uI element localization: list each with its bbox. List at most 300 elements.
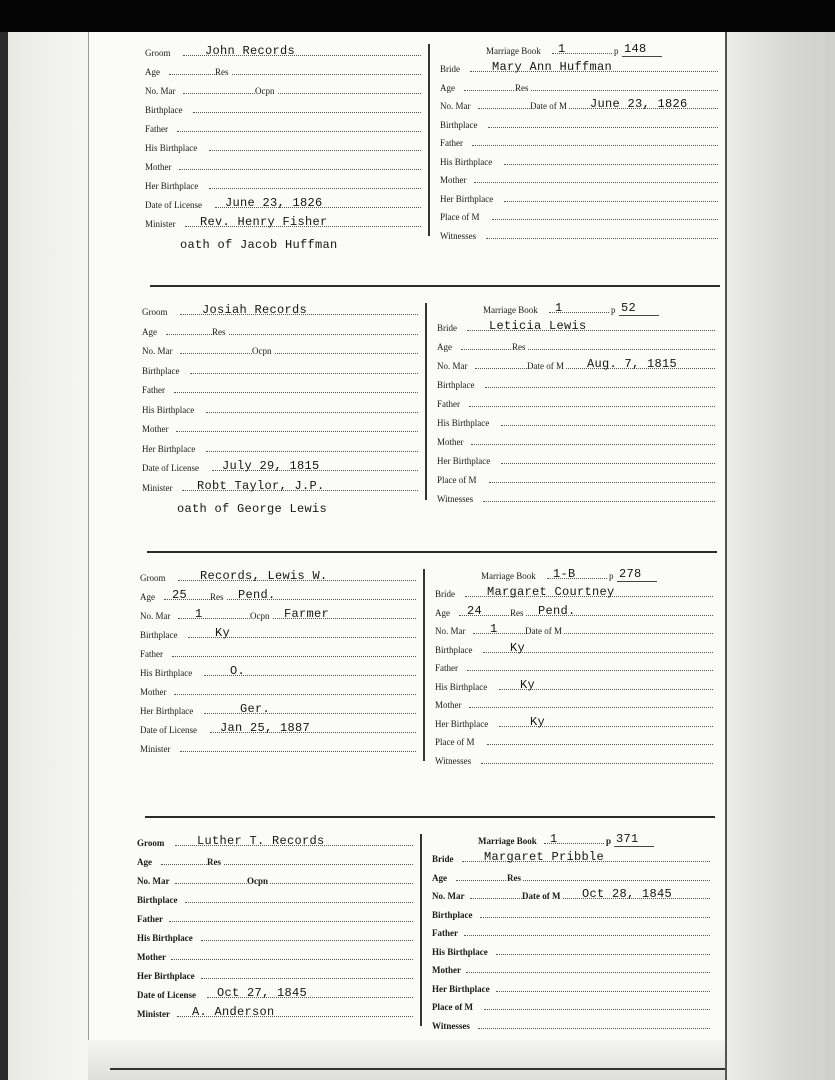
label-minister: Minister — [142, 482, 173, 493]
label-his-birthplace: His Birthplace — [137, 933, 193, 943]
value-res: Pend. — [238, 588, 276, 602]
label-no-mar: No. Mar — [432, 891, 465, 901]
field-no-mar — [145, 80, 423, 98]
card-separator — [150, 285, 720, 287]
field-bride-her-birthplace — [435, 713, 715, 731]
label-date-of-m: Date of M — [527, 361, 564, 371]
scan-left-edge — [0, 32, 8, 1080]
label-place-of-m: Place of M — [432, 1002, 473, 1012]
label-res: Res — [207, 857, 221, 867]
oath-note: oath of George Lewis — [177, 502, 328, 516]
label-father: Father — [140, 649, 163, 659]
field-rule — [177, 131, 421, 132]
field-bride-birthplace — [437, 374, 717, 392]
field-rule — [183, 93, 421, 94]
field-age — [140, 586, 418, 604]
label-her-birthplace: Her Birthplace — [432, 983, 490, 994]
field-rule — [164, 599, 416, 600]
field-bride-no-mar — [435, 620, 715, 638]
field-bride-father — [432, 922, 712, 940]
value-book: 1 — [550, 832, 558, 846]
field-rule — [464, 935, 710, 936]
label-res: Res — [212, 326, 226, 337]
value-groom: Josiah Records — [202, 303, 308, 317]
value-groom: Luther T. Records — [197, 834, 325, 848]
scan-right-margin — [725, 32, 835, 1080]
value-date-of-license: Oct 27, 1845 — [217, 986, 308, 1000]
label-place-of-m: Place of M — [440, 212, 480, 222]
field-mother — [145, 156, 423, 174]
value-minister: Robt Taylor, J.P. — [197, 478, 325, 493]
label-res: Res — [515, 82, 529, 93]
field-rule — [461, 349, 715, 350]
field-rule — [466, 972, 710, 973]
field-rule — [467, 670, 713, 671]
field-date-of-license — [142, 457, 420, 475]
field-rule — [484, 1009, 710, 1010]
field-rule — [169, 74, 421, 75]
field-rule — [501, 463, 715, 464]
label-father: Father — [142, 385, 165, 395]
field-bride — [435, 583, 715, 601]
value-bride: Mary Ann Huffman — [492, 60, 613, 74]
field-bride-mother — [432, 959, 712, 977]
value-birthplace: Ky — [215, 626, 231, 640]
field-birthplace — [142, 360, 420, 378]
field-rule — [617, 581, 657, 582]
field-rule — [464, 90, 718, 91]
label-page: p — [606, 836, 612, 846]
field-date-of-license — [140, 719, 418, 737]
label-age: Age — [142, 326, 157, 337]
label-mother: Mother — [137, 952, 166, 962]
value-her-birthplace: Ger. — [240, 702, 271, 716]
value-minister: A. Anderson — [192, 1005, 275, 1019]
field-witnesses — [437, 488, 717, 506]
label-no-mar: No. Mar — [440, 101, 471, 111]
field-bride-father — [435, 657, 715, 675]
card-separator — [147, 551, 717, 553]
value-page: 52 — [621, 301, 637, 315]
label-date-of-m: Date of M — [530, 101, 567, 111]
field-bride-age — [432, 867, 712, 885]
label-page: p — [614, 46, 619, 56]
field-bride-age — [440, 77, 720, 95]
field-rule — [193, 112, 421, 113]
field-rule — [478, 1028, 710, 1029]
scan-bottom-margin — [88, 1040, 725, 1080]
field-his-birthplace — [137, 927, 415, 945]
label-res: Res — [512, 342, 526, 352]
label-his-birthplace: His Birthplace — [435, 681, 488, 692]
field-rule — [206, 412, 418, 413]
value-date-of-m: Aug. 7, 1815 — [587, 357, 678, 371]
value-groom: Records, Lewis W. — [200, 569, 328, 583]
label-her-birthplace: Her Birthplace — [140, 706, 194, 716]
field-minister — [137, 1003, 415, 1021]
value-page: 148 — [624, 42, 647, 56]
label-date-of-m: Date of M — [522, 891, 561, 901]
field-rule — [487, 744, 713, 745]
field-birthplace — [140, 624, 418, 642]
field-rule — [459, 615, 713, 616]
value-ocpn: Farmer — [284, 607, 330, 621]
label-her-birthplace: Her Birthplace — [437, 456, 491, 466]
label-father: Father — [432, 928, 458, 938]
field-bride-his-birthplace — [432, 941, 712, 959]
field-his-birthplace — [140, 662, 418, 680]
marriage-book-ref — [483, 299, 713, 317]
field-rule — [201, 940, 413, 941]
field-her-birthplace — [137, 965, 415, 983]
field-father — [142, 379, 420, 397]
label-place-of-m: Place of M — [435, 737, 475, 747]
label-date-of-m: Date of M — [525, 626, 562, 636]
field-rule — [201, 978, 413, 979]
label-his-birthplace: His Birthplace — [140, 668, 193, 678]
field-groom — [137, 832, 415, 850]
scan-top-border — [0, 0, 835, 32]
field-rule — [161, 864, 413, 865]
label-his-birthplace: His Birthplace — [145, 143, 198, 153]
field-witnesses — [440, 225, 720, 243]
label-her-birthplace: Her Birthplace — [440, 193, 494, 204]
field-age — [137, 851, 415, 869]
label-mother: Mother — [140, 687, 167, 697]
field-place-of-m — [432, 996, 712, 1014]
field-bride-age — [437, 336, 717, 354]
field-rule — [614, 846, 654, 847]
field-bride — [440, 58, 720, 76]
label-res: Res — [510, 607, 524, 618]
field-age — [145, 61, 423, 79]
marriage-book-ref — [486, 40, 716, 58]
value-bride-res: Pend. — [538, 603, 576, 618]
field-bride-father — [440, 132, 720, 150]
value-his-birthplace: O. — [230, 664, 246, 678]
field-rule — [179, 169, 421, 170]
value-book: 1-B — [553, 567, 576, 581]
value-minister: Rev. Henry Fisher — [200, 215, 328, 229]
value-date-of-license: July 29, 1815 — [222, 459, 320, 473]
field-rule — [469, 707, 713, 708]
label-bride: Bride — [437, 323, 457, 333]
field-no-mar — [140, 605, 418, 623]
field-groom — [142, 301, 420, 319]
label-age: Age — [140, 592, 155, 602]
field-mother — [142, 418, 420, 436]
label-her-birthplace: Her Birthplace — [435, 718, 489, 729]
field-rule — [174, 694, 416, 695]
marriage-book-ref — [481, 565, 711, 583]
field-bride-birthplace — [432, 904, 712, 922]
field-bride-no-mar — [437, 355, 717, 373]
label-father: Father — [435, 663, 458, 673]
label-mother: Mother — [440, 175, 467, 185]
label-marriage-book: Marriage Book — [483, 305, 538, 315]
label-father: Father — [440, 138, 463, 148]
field-rule — [489, 482, 715, 483]
field-bride — [432, 848, 712, 866]
label-age: Age — [440, 82, 455, 93]
field-rule — [481, 763, 713, 764]
value-page: 371 — [616, 832, 639, 846]
field-date-of-license — [137, 984, 415, 1002]
label-his-birthplace: His Birthplace — [440, 156, 493, 167]
field-rule — [485, 387, 715, 388]
field-bride-mother — [437, 431, 717, 449]
field-rule — [501, 425, 715, 426]
field-bride-his-birthplace — [440, 151, 720, 169]
field-rule — [176, 431, 418, 432]
field-no-mar — [142, 340, 420, 358]
label-groom: Groom — [140, 573, 166, 583]
value-age: 25 — [172, 588, 188, 602]
field-bride-her-birthplace — [432, 978, 712, 996]
label-place-of-m: Place of M — [437, 475, 477, 485]
value-bride-birthplace: Ky — [510, 640, 526, 655]
value-bride-age: 24 — [467, 603, 483, 618]
field-date-of-license — [145, 194, 423, 212]
field-place-of-m — [440, 206, 720, 224]
label-birthplace: Birthplace — [137, 895, 178, 905]
field-rule — [204, 713, 416, 714]
field-rule — [456, 880, 710, 881]
field-rule — [209, 188, 421, 189]
label-age: Age — [432, 872, 447, 883]
field-bride-age — [435, 602, 715, 620]
label-her-birthplace: Her Birthplace — [142, 443, 196, 454]
label-witnesses: Witnesses — [437, 494, 474, 504]
field-rule — [166, 334, 418, 335]
field-age — [142, 321, 420, 339]
label-page: p — [611, 305, 616, 315]
label-father: Father — [437, 399, 460, 409]
label-no-mar: No. Mar — [435, 626, 466, 636]
field-mother — [140, 681, 418, 699]
value-date-of-m: June 23, 1826 — [590, 97, 688, 111]
label-birthplace: Birthplace — [435, 644, 473, 655]
field-bride-no-mar — [440, 95, 720, 113]
label-no-mar: No. Mar — [140, 611, 171, 621]
label-groom: Groom — [145, 48, 171, 58]
label-minister: Minister — [137, 1009, 170, 1019]
label-no-mar: No. Mar — [137, 876, 170, 886]
column-divider — [420, 834, 422, 1026]
label-mother: Mother — [432, 965, 461, 975]
value-book: 1 — [558, 42, 566, 56]
label-age: Age — [145, 67, 160, 77]
field-birthplace — [145, 99, 423, 117]
value-date-of-m: Oct 28, 1845 — [582, 887, 673, 901]
field-rule — [480, 917, 710, 918]
label-age: Age — [437, 342, 452, 352]
field-witnesses — [435, 750, 715, 768]
page-binding-margin — [8, 32, 89, 1080]
value-bride: Margaret Courtney — [487, 585, 615, 599]
field-minister — [145, 213, 423, 231]
label-mother: Mother — [435, 700, 462, 710]
field-rule — [174, 392, 418, 393]
field-rule — [492, 219, 718, 220]
field-bride-no-mar — [432, 885, 712, 903]
value-page: 278 — [619, 567, 642, 581]
field-bride-father — [437, 393, 717, 411]
field-rule — [471, 444, 715, 445]
field-rule — [190, 373, 418, 374]
field-rule — [171, 959, 413, 960]
field-minister — [140, 738, 418, 756]
label-date-of-license: Date of License — [142, 463, 199, 473]
label-father: Father — [137, 914, 163, 924]
field-rule — [206, 451, 418, 452]
label-page: p — [609, 571, 614, 581]
value-book: 1 — [555, 301, 563, 315]
field-rule — [474, 182, 718, 183]
label-marriage-book: Marriage Book — [486, 46, 541, 56]
label-ocpn: Ocpn — [250, 611, 270, 621]
label-minister: Minister — [145, 219, 176, 229]
field-rule — [619, 315, 659, 316]
field-rule — [469, 406, 715, 407]
label-birthplace: Birthplace — [437, 380, 475, 390]
column-divider — [425, 303, 427, 500]
field-rule — [180, 353, 418, 354]
label-no-mar: No. Mar — [142, 346, 173, 356]
column-divider — [428, 44, 430, 236]
label-witnesses: Witnesses — [432, 1020, 470, 1031]
field-bride-his-birthplace — [437, 412, 717, 430]
label-birthplace: Birthplace — [142, 365, 180, 376]
label-witnesses: Witnesses — [435, 755, 472, 766]
value-bride: Margaret Pribble — [484, 850, 605, 864]
value-bride-her-birthplace: Ky — [530, 714, 546, 729]
field-rule — [180, 751, 416, 752]
field-father — [140, 643, 418, 661]
label-groom: Groom — [142, 307, 168, 317]
label-birthplace: Birthplace — [140, 630, 178, 640]
label-mother: Mother — [145, 162, 172, 172]
field-minister — [142, 477, 420, 495]
field-rule — [472, 145, 718, 146]
label-birthplace: Birthplace — [432, 909, 473, 920]
label-bride: Bride — [440, 64, 460, 74]
field-bride-mother — [435, 694, 715, 712]
field-his-birthplace — [142, 399, 420, 417]
value-bride-no-mar: 1 — [490, 622, 498, 636]
value-date-of-license: Jan 25, 1887 — [220, 721, 311, 735]
label-no-mar: No. Mar — [437, 361, 468, 371]
field-bride-his-birthplace — [435, 676, 715, 694]
value-bride-his-birthplace: Ky — [520, 677, 536, 692]
field-rule — [185, 902, 413, 903]
field-groom — [140, 567, 418, 585]
label-his-birthplace: His Birthplace — [437, 418, 490, 428]
field-rule — [209, 150, 421, 151]
field-rule — [486, 238, 718, 239]
label-minister: Minister — [140, 744, 171, 754]
label-ocpn: Ocpn — [252, 346, 272, 356]
label-date-of-license: Date of License — [145, 200, 202, 210]
field-bride — [437, 317, 717, 335]
field-her-birthplace — [142, 438, 420, 456]
label-mother: Mother — [142, 424, 169, 434]
field-birthplace — [137, 889, 415, 907]
label-his-birthplace: His Birthplace — [432, 946, 488, 957]
label-mother: Mother — [437, 437, 464, 447]
value-bride: Leticia Lewis — [489, 319, 587, 333]
label-groom: Groom — [137, 838, 165, 848]
label-marriage-book: Marriage Book — [481, 571, 536, 581]
field-rule — [172, 656, 416, 657]
label-res: Res — [210, 592, 224, 602]
field-rule — [504, 201, 718, 202]
label-ocpn: Ocpn — [255, 86, 275, 96]
field-her-birthplace — [145, 175, 423, 193]
field-rule — [473, 633, 713, 634]
field-rule — [483, 501, 715, 502]
label-her-birthplace: Her Birthplace — [145, 181, 199, 191]
field-father — [137, 908, 415, 926]
field-rule — [169, 921, 413, 922]
field-groom — [145, 42, 423, 60]
field-bride-her-birthplace — [437, 450, 717, 468]
field-bride-mother — [440, 169, 720, 187]
label-witnesses: Witnesses — [440, 230, 477, 241]
label-age: Age — [435, 607, 450, 618]
field-his-birthplace — [145, 137, 423, 155]
label-her-birthplace: Her Birthplace — [137, 971, 195, 981]
field-rule — [504, 164, 718, 165]
field-rule — [175, 883, 413, 884]
card-separator — [145, 816, 715, 818]
field-witnesses — [432, 1015, 712, 1033]
label-marriage-book: Marriage Book — [478, 836, 537, 846]
label-date-of-license: Date of License — [137, 990, 196, 1000]
label-bride: Bride — [432, 854, 454, 864]
value-no-mar: 1 — [195, 607, 203, 621]
label-res: Res — [507, 872, 521, 883]
label-date-of-license: Date of License — [140, 725, 197, 735]
value-date-of-license: June 23, 1826 — [225, 196, 323, 210]
field-rule — [496, 954, 710, 955]
label-birthplace: Birthplace — [440, 119, 478, 130]
page-bottom-rule — [110, 1068, 725, 1070]
field-bride-birthplace — [440, 114, 720, 132]
oath-note: oath of Jacob Huffman — [180, 238, 338, 252]
label-no-mar: No. Mar — [145, 86, 176, 96]
label-bride: Bride — [435, 589, 455, 599]
label-res: Res — [215, 67, 229, 77]
field-rule — [488, 127, 718, 128]
label-ocpn: Ocpn — [247, 876, 269, 886]
field-her-birthplace — [140, 700, 418, 718]
field-bride-birthplace — [435, 639, 715, 657]
marriage-book-ref — [478, 830, 708, 848]
field-bride-her-birthplace — [440, 188, 720, 206]
field-place-of-m — [437, 469, 717, 487]
label-his-birthplace: His Birthplace — [142, 404, 195, 415]
value-groom: John Records — [205, 44, 296, 58]
field-father — [145, 118, 423, 136]
field-no-mar — [137, 870, 415, 888]
field-rule — [496, 991, 710, 992]
label-birthplace: Birthplace — [145, 105, 183, 115]
label-father: Father — [145, 124, 168, 134]
field-rule — [622, 56, 662, 57]
field-mother — [137, 946, 415, 964]
field-place-of-m — [435, 731, 715, 749]
